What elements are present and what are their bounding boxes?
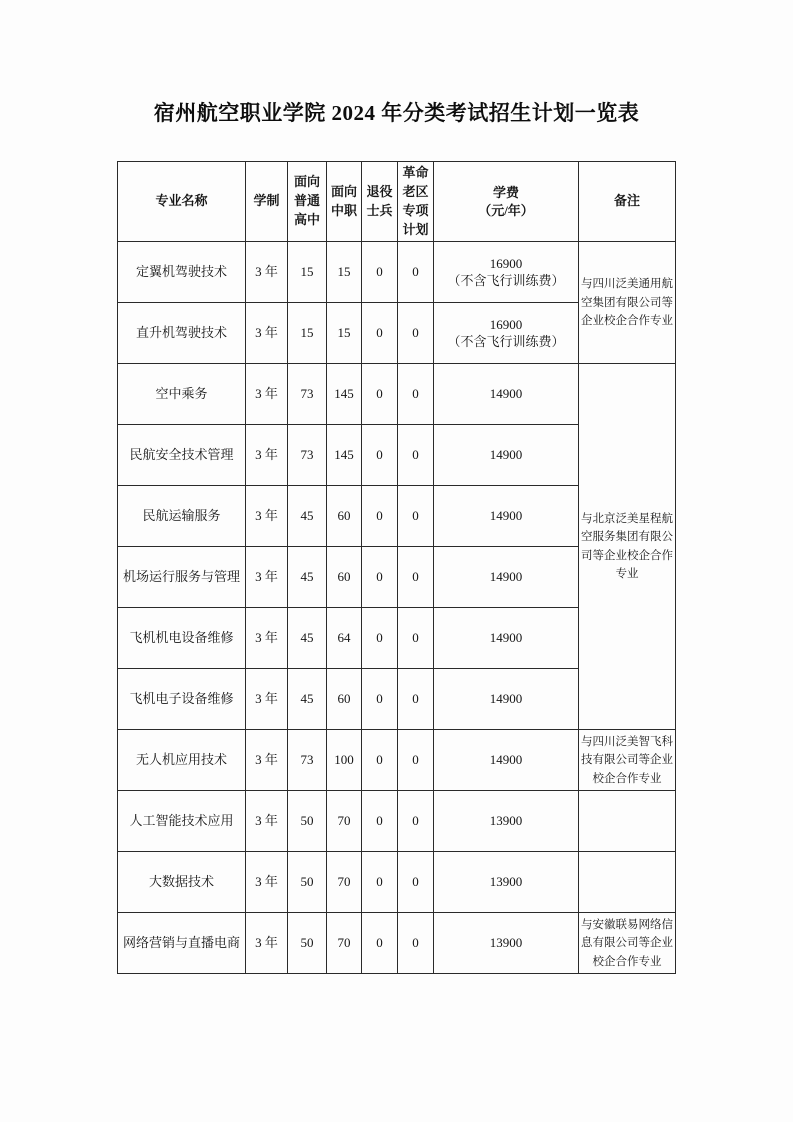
cell-veterans: 0 bbox=[362, 730, 398, 791]
cell-tuition: 13900 bbox=[434, 791, 579, 852]
col-header-retired-soldiers: 退役士兵 bbox=[362, 162, 398, 242]
cell-duration: 3 年 bbox=[246, 730, 288, 791]
cell-duration: 3 年 bbox=[246, 303, 288, 364]
cell-vocational: 100 bbox=[327, 730, 362, 791]
cell-tuition: 14900 bbox=[434, 669, 579, 730]
cell-regular: 45 bbox=[288, 486, 327, 547]
cell-special: 0 bbox=[398, 608, 434, 669]
cell-remark-beijing-panmei-xingcheng: 与北京泛美星程航空服务集团有限公司等企业校企合作专业 bbox=[579, 364, 676, 730]
cell-vocational: 60 bbox=[327, 669, 362, 730]
cell-veterans: 0 bbox=[362, 547, 398, 608]
cell-tuition: 14900 bbox=[434, 730, 579, 791]
tuition-header-line2: （元/年） bbox=[478, 202, 534, 218]
cell-special: 0 bbox=[398, 791, 434, 852]
cell-veterans: 0 bbox=[362, 669, 398, 730]
col-header-secondary-vocational: 面向中职 bbox=[327, 162, 362, 242]
cell-major: 民航运输服务 bbox=[118, 486, 246, 547]
cell-veterans: 0 bbox=[362, 425, 398, 486]
cell-major: 飞机电子设备维修 bbox=[118, 669, 246, 730]
cell-special: 0 bbox=[398, 303, 434, 364]
cell-veterans: 0 bbox=[362, 913, 398, 974]
cell-regular: 50 bbox=[288, 913, 327, 974]
table-row-uav-application bbox=[118, 730, 676, 791]
tuition-header-line1: 学费 bbox=[492, 185, 519, 201]
cell-remark-sichuan-panmei-zhifei: 与四川泛美智飞科技有限公司等企业校企合作专业 bbox=[579, 730, 676, 791]
cell-remark-anhui-lianyi: 与安徽联易网络信息有限公司等企业校企合作专业 bbox=[579, 913, 676, 974]
cell-major: 飞机机电设备维修 bbox=[118, 608, 246, 669]
cell-major: 无人机应用技术 bbox=[118, 730, 246, 791]
table-row-cabin-crew bbox=[118, 364, 676, 425]
cell-major: 人工智能技术应用 bbox=[118, 791, 246, 852]
col-header-regular-high-school: 面向普通高中 bbox=[288, 162, 327, 242]
cell-duration: 3 年 bbox=[246, 486, 288, 547]
cell-major: 定翼机驾驶技术 bbox=[118, 242, 246, 303]
cell-tuition: 14900 bbox=[434, 547, 579, 608]
cell-veterans: 0 bbox=[362, 608, 398, 669]
cell-duration: 3 年 bbox=[246, 791, 288, 852]
cell-regular: 50 bbox=[288, 791, 327, 852]
cell-special: 0 bbox=[398, 852, 434, 913]
cell-regular: 73 bbox=[288, 364, 327, 425]
cell-special: 0 bbox=[398, 425, 434, 486]
cell-regular: 15 bbox=[288, 303, 327, 364]
cell-special: 0 bbox=[398, 547, 434, 608]
cell-regular: 50 bbox=[288, 852, 327, 913]
table-header bbox=[118, 162, 676, 242]
cell-tuition: 14900 bbox=[434, 364, 579, 425]
cell-remark-sichuan-panmei-general: 与四川泛美通用航空集团有限公司等企业校企合作专业 bbox=[579, 242, 676, 364]
col-header-remarks: 备注 bbox=[579, 162, 676, 242]
cell-duration: 3 年 bbox=[246, 242, 288, 303]
col-header-tuition bbox=[434, 162, 579, 242]
cell-duration: 3 年 bbox=[246, 425, 288, 486]
table-row-big-data bbox=[118, 852, 676, 913]
cell-tuition bbox=[434, 242, 579, 303]
cell-major: 大数据技术 bbox=[118, 852, 246, 913]
cell-tuition: 13900 bbox=[434, 913, 579, 974]
cell-vocational: 15 bbox=[327, 303, 362, 364]
cell-tuition: 14900 bbox=[434, 486, 579, 547]
enrollment-plan-table bbox=[117, 161, 676, 974]
cell-veterans: 0 bbox=[362, 242, 398, 303]
cell-regular: 73 bbox=[288, 730, 327, 791]
header-row bbox=[118, 162, 676, 242]
cell-veterans: 0 bbox=[362, 791, 398, 852]
cell-tuition: 14900 bbox=[434, 608, 579, 669]
cell-veterans: 0 bbox=[362, 364, 398, 425]
cell-major: 直升机驾驶技术 bbox=[118, 303, 246, 364]
col-header-duration: 学制 bbox=[246, 162, 288, 242]
cell-veterans: 0 bbox=[362, 303, 398, 364]
cell-tuition bbox=[434, 303, 579, 364]
cell-vocational: 70 bbox=[327, 791, 362, 852]
cell-vocational: 64 bbox=[327, 608, 362, 669]
cell-special: 0 bbox=[398, 364, 434, 425]
table-body bbox=[118, 242, 676, 974]
cell-regular: 15 bbox=[288, 242, 327, 303]
cell-duration: 3 年 bbox=[246, 364, 288, 425]
tuition-note: （不含飞行训练费） bbox=[447, 334, 565, 350]
cell-major: 机场运行服务与管理 bbox=[118, 547, 246, 608]
cell-regular: 45 bbox=[288, 608, 327, 669]
cell-major: 民航安全技术管理 bbox=[118, 425, 246, 486]
cell-vocational: 15 bbox=[327, 242, 362, 303]
cell-remark-empty bbox=[579, 852, 676, 913]
cell-special: 0 bbox=[398, 730, 434, 791]
cell-regular: 45 bbox=[288, 547, 327, 608]
tuition-amount: 16900 bbox=[489, 316, 523, 332]
cell-vocational: 60 bbox=[327, 547, 362, 608]
col-header-major: 专业名称 bbox=[118, 162, 246, 242]
cell-regular: 45 bbox=[288, 669, 327, 730]
cell-veterans: 0 bbox=[362, 486, 398, 547]
cell-veterans: 0 bbox=[362, 852, 398, 913]
table-row-ai-technology bbox=[118, 791, 676, 852]
table-row-network-marketing bbox=[118, 913, 676, 974]
cell-duration: 3 年 bbox=[246, 608, 288, 669]
tuition-note: （不含飞行训练费） bbox=[447, 273, 565, 289]
cell-vocational: 70 bbox=[327, 913, 362, 974]
cell-special: 0 bbox=[398, 486, 434, 547]
cell-duration: 3 年 bbox=[246, 913, 288, 974]
cell-vocational: 145 bbox=[327, 364, 362, 425]
cell-special: 0 bbox=[398, 242, 434, 303]
cell-special: 0 bbox=[398, 669, 434, 730]
cell-duration: 3 年 bbox=[246, 669, 288, 730]
cell-duration: 3 年 bbox=[246, 852, 288, 913]
cell-major: 网络营销与直播电商 bbox=[118, 913, 246, 974]
cell-vocational: 145 bbox=[327, 425, 362, 486]
col-header-revolutionary-area-plan: 革命老区专项计划 bbox=[398, 162, 434, 242]
cell-remark-empty bbox=[579, 791, 676, 852]
cell-tuition: 14900 bbox=[434, 425, 579, 486]
page-title: 宿州航空职业学院 2024 年分类考试招生计划一览表 bbox=[153, 101, 640, 125]
cell-duration: 3 年 bbox=[246, 547, 288, 608]
cell-special: 0 bbox=[398, 913, 434, 974]
cell-tuition: 13900 bbox=[434, 852, 579, 913]
cell-vocational: 70 bbox=[327, 852, 362, 913]
cell-regular: 73 bbox=[288, 425, 327, 486]
cell-major: 空中乘务 bbox=[118, 364, 246, 425]
table-row-fixed-wing-pilot bbox=[118, 242, 676, 303]
cell-vocational: 60 bbox=[327, 486, 362, 547]
tuition-amount: 16900 bbox=[489, 255, 523, 271]
